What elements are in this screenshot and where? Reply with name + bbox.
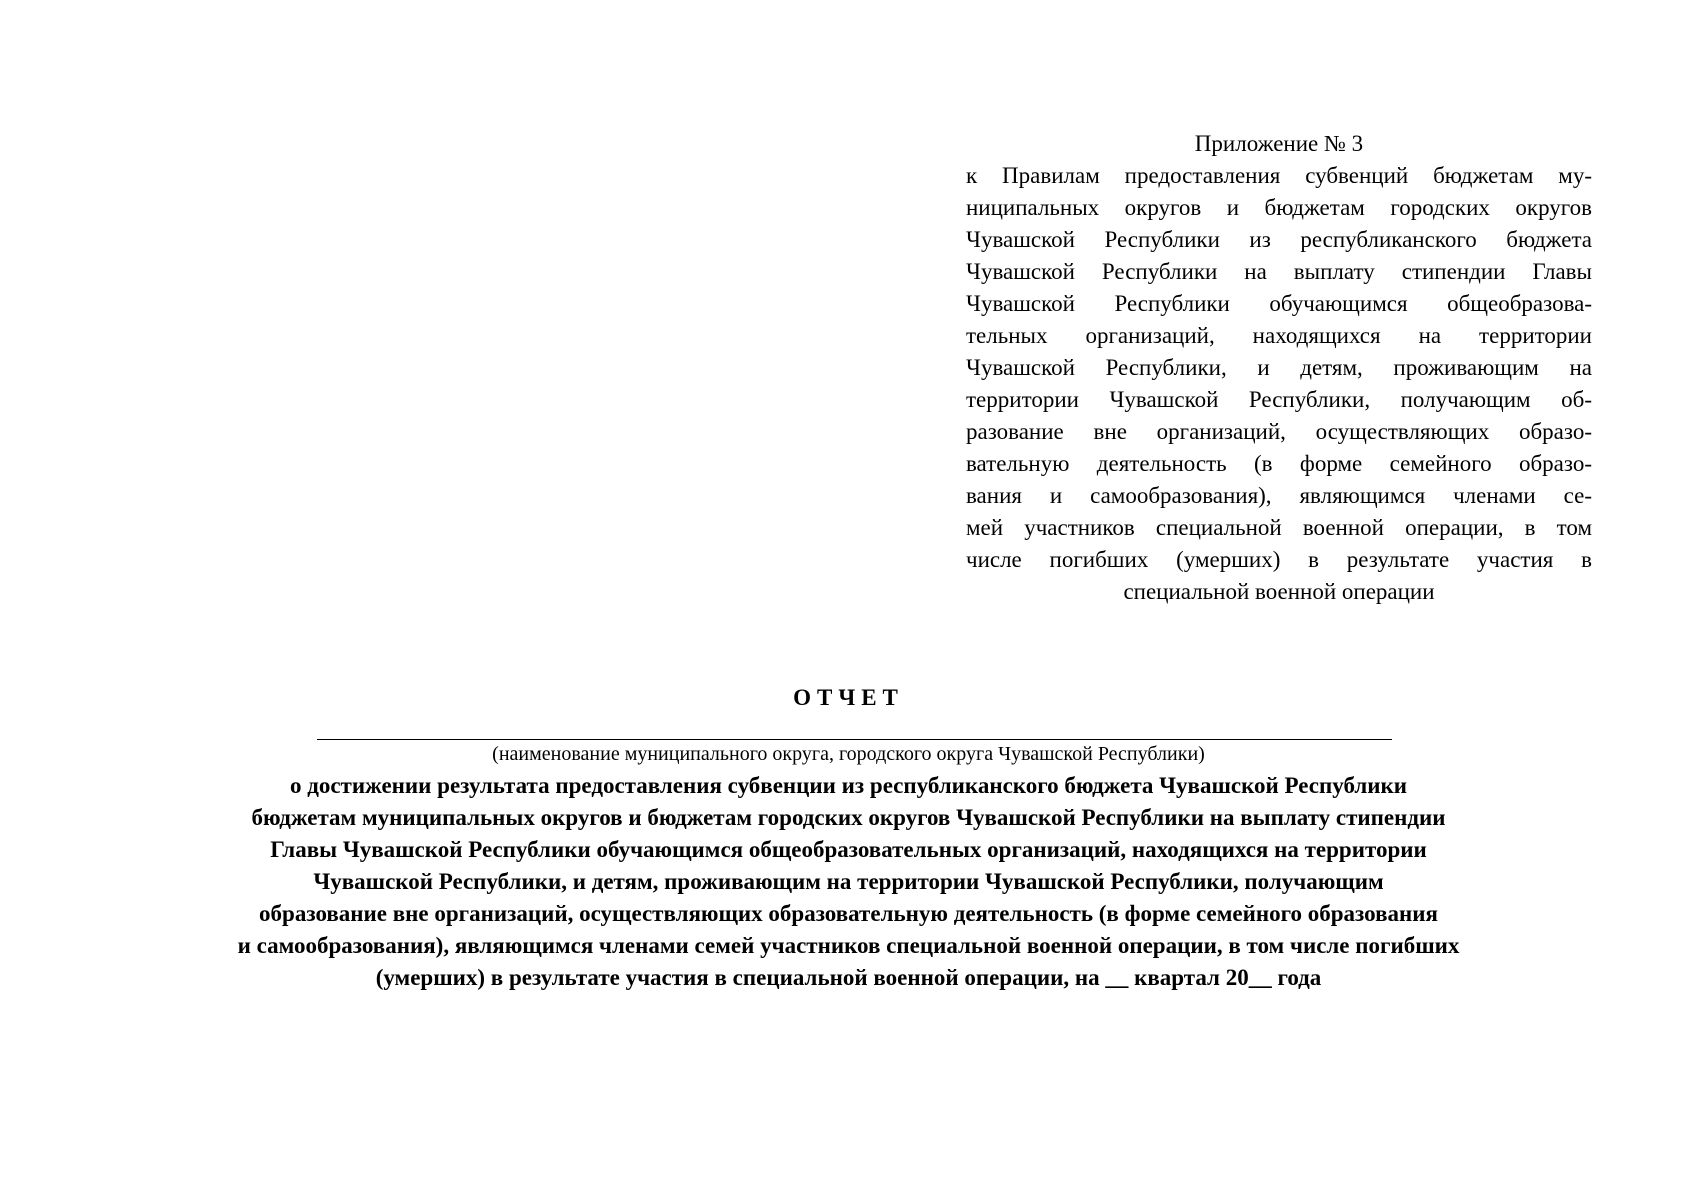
report-subtitle (140, 770, 1557, 994)
appendix-body (966, 160, 1592, 608)
appendix-line: числе погибших (умерших) в результате участия в (966, 547, 1592, 572)
report-subtitle-line: образование вне организаций, осуществляющих образовательную деятельность (в форме семейного образования (259, 901, 1438, 926)
report-subtitle-line: Главы Чувашской Республики обучающимся общеобразовательных организаций, находящихся на территории (270, 837, 1427, 862)
appendix-line: вания и самообразования), являющимся членами се- (966, 483, 1592, 508)
appendix-line: специальной военной операции (1123, 579, 1435, 604)
report-subtitle-line: (умерших) в результате участия в специальной военной операции, на __ квартал 20__ года (375, 965, 1322, 990)
report-title: ОТЧЕТ (793, 685, 904, 710)
appendix-line: разование вне организаций, осуществляющих образо- (966, 419, 1592, 444)
appendix-line: мей участников специальной военной операции, в том (966, 515, 1592, 540)
appendix-line: Чувашской Республики обучающимся общеобразова- (966, 291, 1592, 316)
report-subtitle-line: бюджетам муниципальных округов и бюджетам городских округов Чувашской Республики на выплату стипендии (251, 805, 1446, 830)
appendix-block (966, 128, 1592, 608)
report-subtitle-line: и самообразования), являющимся членами семей участников специальной военной операции, в том числе погибших (237, 933, 1460, 958)
report-subtitle-line: Чувашской Республики, и детям, проживающим на территории Чувашской Республики, получающим (313, 869, 1384, 894)
appendix-line: Чувашской Республики, и детям, проживающим на (966, 355, 1592, 380)
appendix-line: к Правилам предоставления субвенций бюджетам му- (966, 163, 1592, 188)
name-fill-line (317, 739, 1392, 740)
appendix-line: Чувашской Республики на выплату стипендии Главы (966, 259, 1592, 284)
appendix-line: вательную деятельность (в форме семейного образо- (966, 451, 1592, 476)
appendix-line: Чувашской Республики из республиканского бюджета (966, 227, 1592, 252)
appendix-line: тельных организаций, находящихся на территории (966, 323, 1592, 348)
appendix-line: территории Чувашской Республики, получающим об- (966, 387, 1592, 412)
appendix-title: Приложение № 3 (1194, 131, 1364, 156)
appendix-line: ниципальных округов и бюджетам городских округов (966, 195, 1592, 220)
name-caption: (наименование муниципального округа, городского округа Чувашской Республики) (492, 743, 1205, 765)
report-subtitle-line: о достижении результата предоставления субвенции из республиканского бюджета Чувашской Республики (289, 773, 1408, 798)
